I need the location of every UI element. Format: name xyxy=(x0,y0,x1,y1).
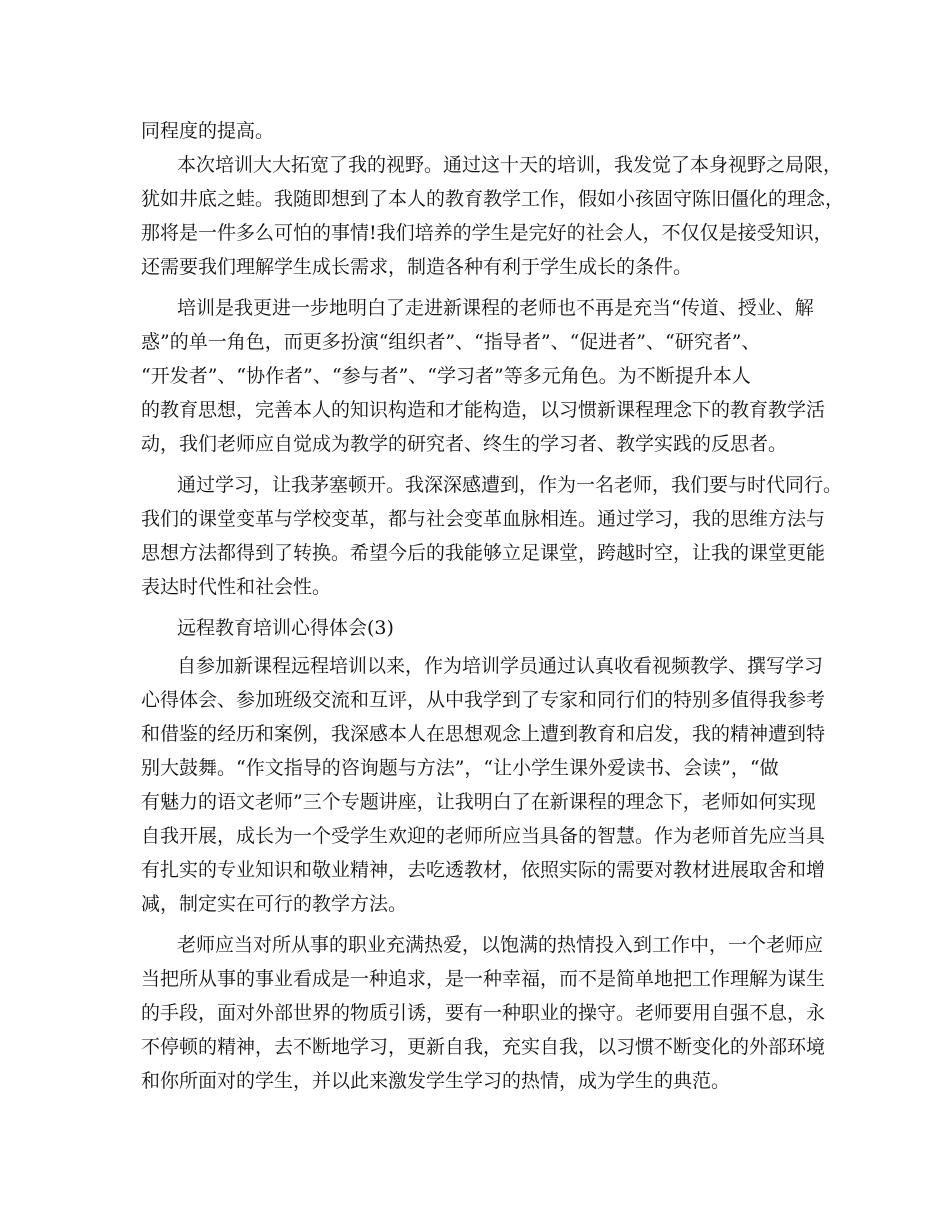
text-line: 减，制定实在可行的教学方法。 xyxy=(141,893,408,915)
text-line: 和你所面对的学生，并以此来激发学生学习的热情，成为学生的典范。 xyxy=(141,1070,731,1092)
text-line: 表达时代性和社会性。 xyxy=(141,576,332,598)
text-line: “开发者”、“协作者”、“参与者”、“学习者”等多元角色。为不断提升本人 xyxy=(141,365,751,387)
section-heading: 远程教育培训心得体会(3) xyxy=(177,617,394,639)
paragraph-start: 本次培训大大拓宽了我的视野。通过这十天的培训，我发觉了本身视野之局限， xyxy=(177,154,843,176)
text-line: 同程度的提高。 xyxy=(141,120,275,142)
paragraph-start: 通过学习，让我茅塞顿开。我深深感遭到，作为一名老师，我们要与时代同行。 xyxy=(177,474,843,496)
text-line: 的手段，面对外部世界的物质引诱，要有一种职业的操守。老师要用自强不息，永 xyxy=(141,1002,826,1024)
text-line: 我们的课堂变革与学校变革，都与社会变革血脉相连。通过学习，我的思维方法与 xyxy=(141,508,826,530)
text-line: 还需要我们理解学生成长需求，制造各种有利于学生成长的条件。 xyxy=(141,256,693,278)
paragraph-start: 培训是我更进一步地明白了走进新课程的老师也不再是充当“传道、授业、解 xyxy=(177,297,814,319)
text-line: 动，我们老师应自觉成为教学的研究者、终生的学习者、教学实践的反思者。 xyxy=(141,433,788,455)
text-line: 别大鼓舞。“作文指导的咨询题与方法”，“让小学生课外爱读书、会读”，“做 xyxy=(141,757,779,779)
paragraph-start: 自参加新课程远程培训以来，作为培训学员通过认真收看视频教学、撰写学习 xyxy=(177,655,824,677)
text-line: 那将是一件多么可怕的事情!我们培养的学生是完好的社会人，不仅仅是接受知识， xyxy=(141,222,833,244)
text-line: 和借鉴的经历和案例，我深感本人在思想观念上遭到教育和启发，我的精神遭到特 xyxy=(141,723,826,745)
text-line: 思想方法都得到了转换。希望今后的我能够立足课堂，跨越时空，让我的课堂更能 xyxy=(141,542,826,564)
paragraph-start: 老师应当对所从事的职业充满热爱，以饱满的热情投入到工作中，一个老师应 xyxy=(177,934,824,956)
text-line: 自我开展，成长为一个受学生欢迎的老师所应当具备的智慧。作为老师首先应当具 xyxy=(141,825,826,847)
text-line: 心得体会、参加班级交流和互评，从中我学到了专家和同行们的特别多值得我参考 xyxy=(141,689,826,711)
text-line: 当把所从事的事业看成是一种追求，是一种幸福，而不是简单地把工作理解为谋生 xyxy=(141,968,826,990)
text-line: 有扎实的专业知识和敬业精神，去吃透教材，依照实际的需要对教材进展取舍和增 xyxy=(141,859,826,881)
text-line: 犹如井底之蛙。我随即想到了本人的教育教学工作，假如小孩固守陈旧僵化的理念， xyxy=(141,188,845,210)
text-line: 的教育思想，完善本人的知识构造和才能构造，以习惯新课程理念下的教育教学活 xyxy=(141,399,826,421)
text-line: 惑”的单一角色，而更多扮演“组织者”、“指导者”、“促进者”、“研究者”、 xyxy=(141,331,761,353)
text-line: 有魅力的语文老师”三个专题讲座，让我明白了在新课程的理念下，老师如何实现 xyxy=(141,791,816,813)
text-line: 不停顿的精神，去不断地学习，更新自我，充实自我，以习惯不断变化的外部环境 xyxy=(141,1036,826,1058)
